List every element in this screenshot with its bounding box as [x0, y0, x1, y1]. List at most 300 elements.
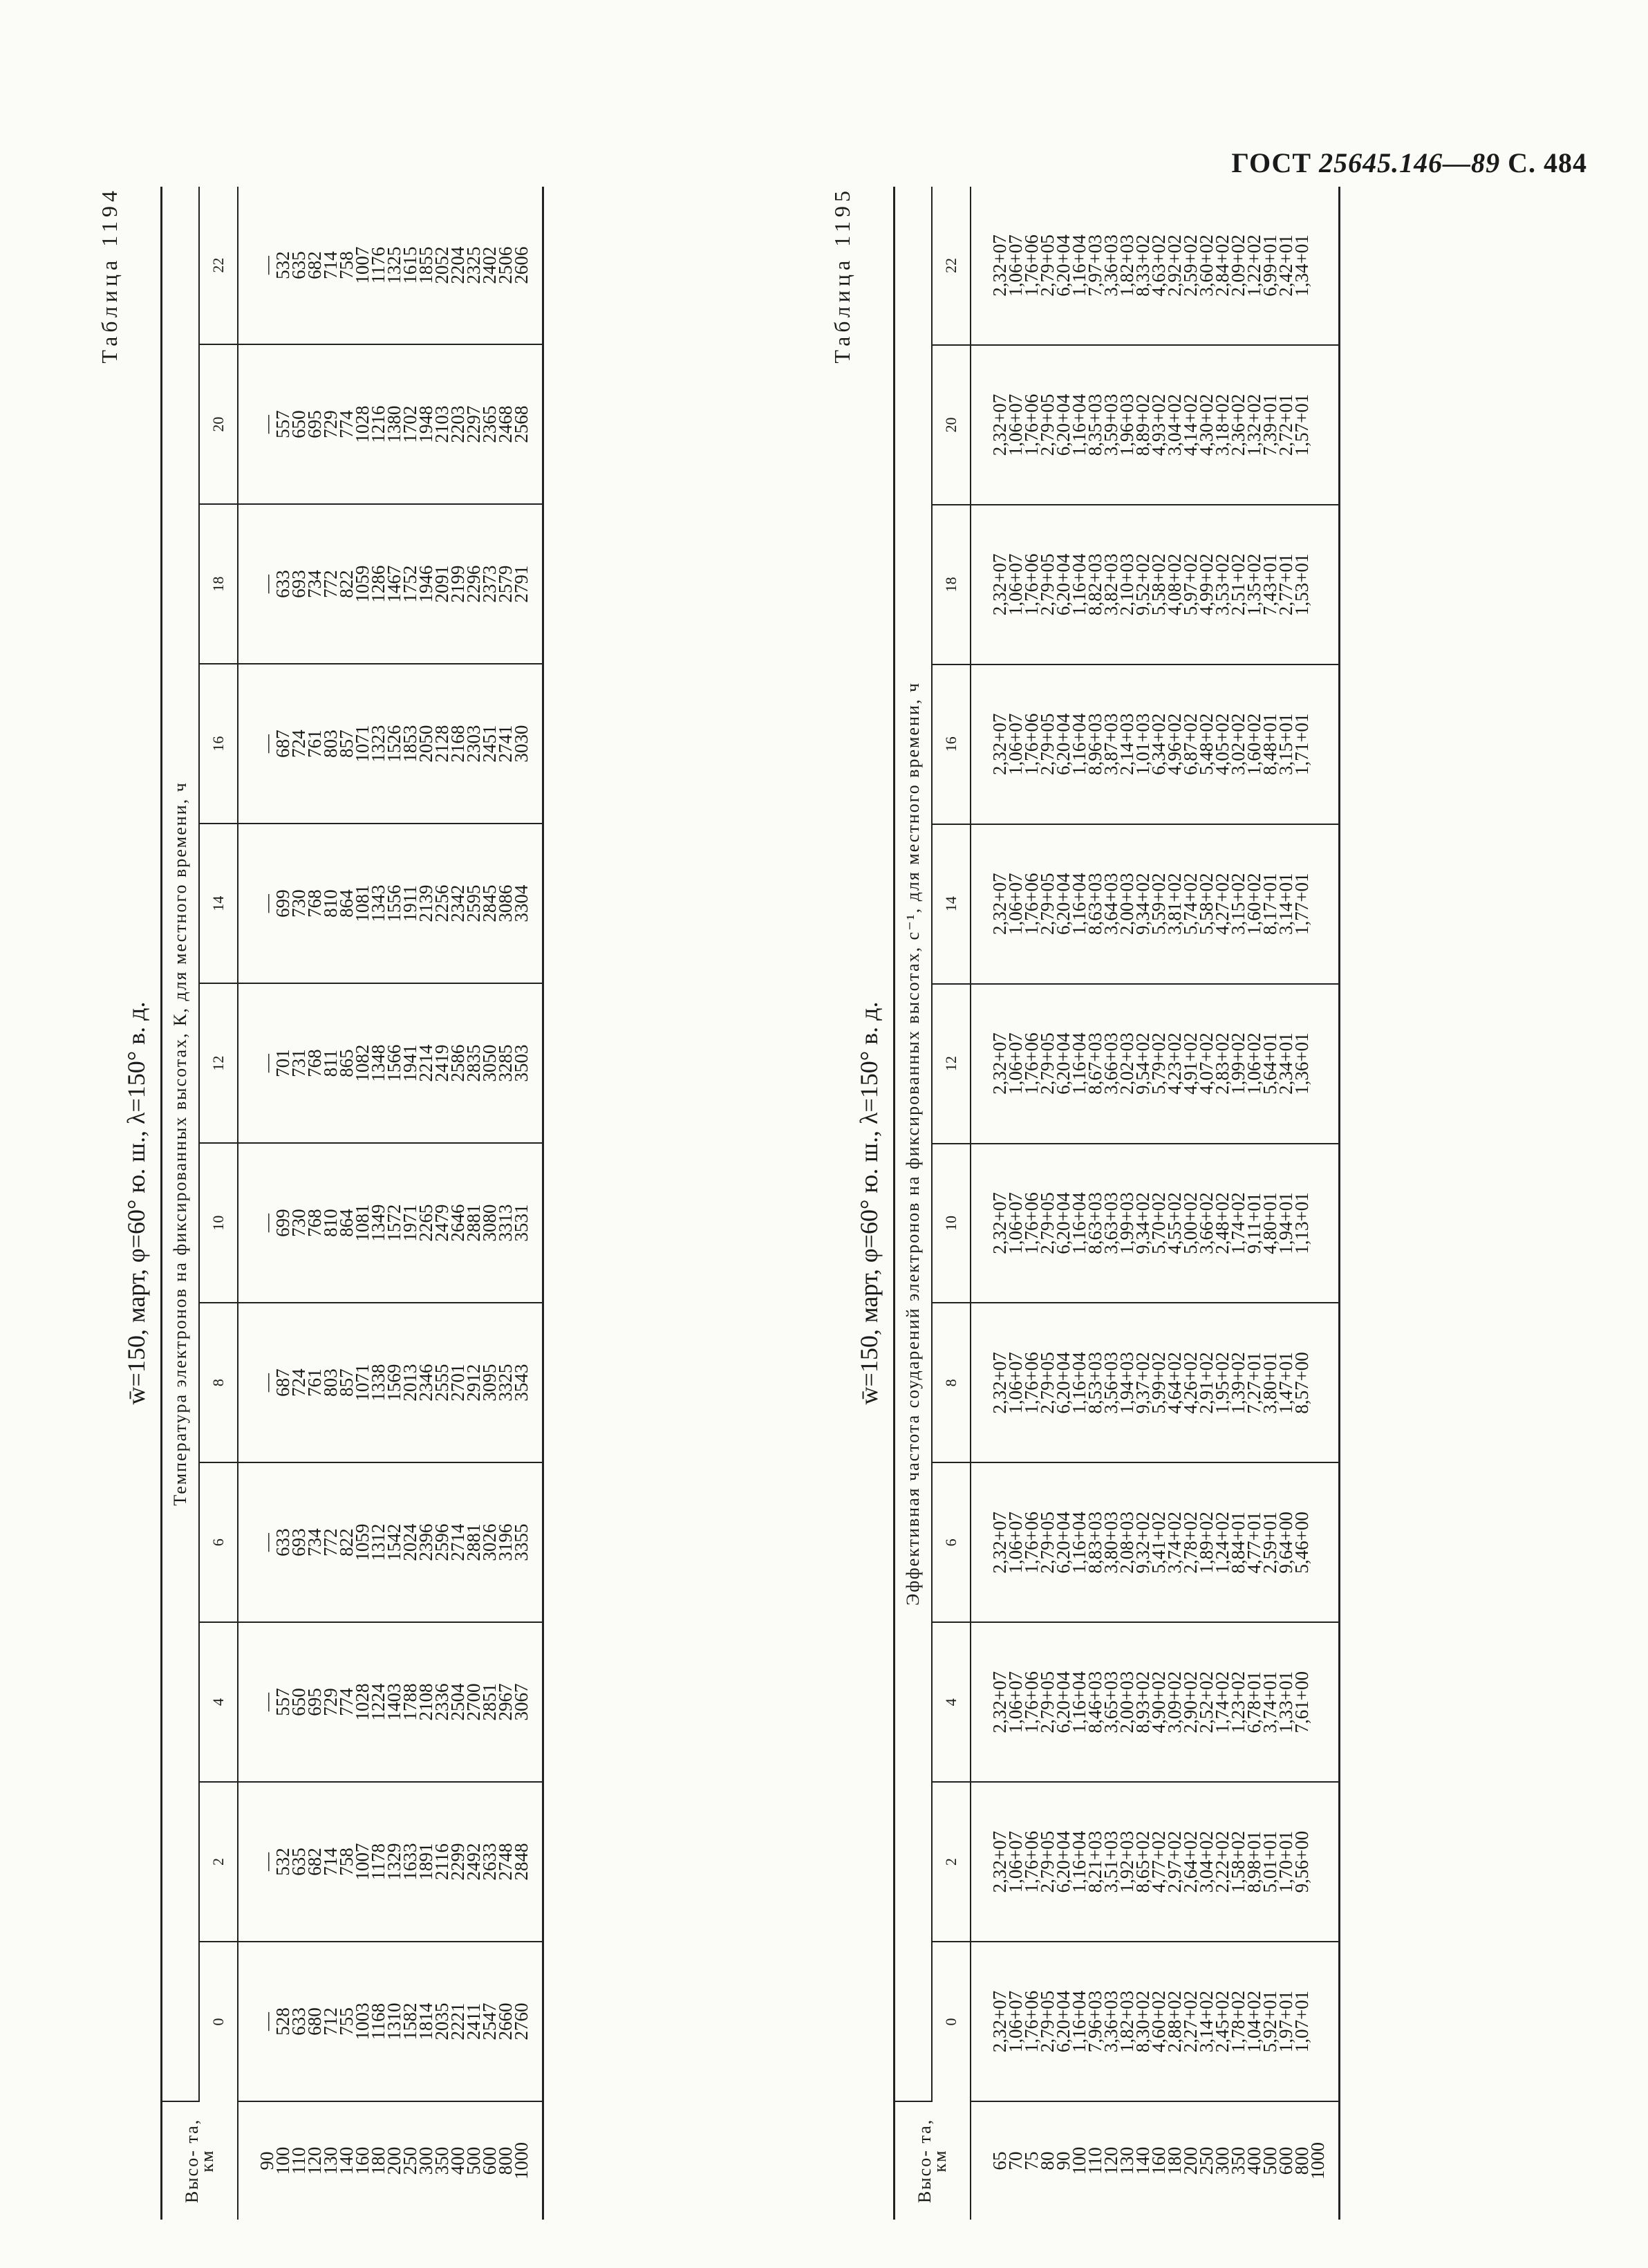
table-cell: 2396	[415, 1523, 436, 1561]
table-cell: 2,34+01	[1275, 1032, 1296, 1095]
table-cell: 4,23+02	[1164, 1032, 1185, 1095]
table-cell: 1569	[384, 1364, 404, 1402]
table-cell: 2373	[479, 565, 500, 603]
table-cell: 1,82+03	[1116, 234, 1137, 297]
table-cell: 3,02+02	[1228, 713, 1248, 776]
table-cell: 734	[304, 1528, 325, 1556]
table-cell: 2881	[463, 1523, 484, 1561]
altitude-value: 400	[447, 2146, 468, 2175]
table-cell: 8,67+03	[1085, 1032, 1105, 1095]
table-cell: 1,06+07	[1005, 393, 1026, 456]
table-cell: 2586	[447, 1044, 468, 1082]
table-cell: 2411	[463, 2003, 484, 2041]
table-cell: 3,09+02	[1164, 1671, 1185, 1733]
table-cell: 3,36+03	[1101, 234, 1121, 297]
altitude-column	[971, 2101, 1340, 2220]
table-cell: 3026	[479, 1523, 500, 1561]
table-cell: 557	[272, 410, 293, 438]
table-cell: 4,91+02	[1180, 1032, 1201, 1095]
table-cell: 1582	[400, 2002, 420, 2041]
table-cell: 2116	[431, 1843, 452, 1881]
table-cell: 864	[336, 889, 357, 918]
table-cell: 758	[336, 1848, 357, 1876]
altitude-value: 110	[1085, 2147, 1105, 2175]
table-cell: 6,34+02	[1148, 713, 1169, 776]
table-cell: 2,14+03	[1116, 713, 1137, 776]
table-cell: 2,79+05	[1037, 1512, 1058, 1574]
table-cell: 2108	[415, 1683, 436, 1721]
table-cell: 3095	[479, 1364, 500, 1402]
altitude-value: 1000	[1307, 2142, 1328, 2179]
table-cell: 3,53+02	[1212, 553, 1233, 616]
hour-header: 12	[199, 983, 238, 1143]
table-cell: 8,93+02	[1132, 1671, 1153, 1733]
table-cell: 8,46+03	[1085, 1671, 1105, 1733]
table-cell: 768	[304, 1209, 325, 1237]
table-cell: 5,70+02	[1148, 1192, 1169, 1254]
hour-header: 22	[932, 187, 971, 345]
table-cell: 3543	[511, 1364, 532, 1402]
table-cell: 1338	[368, 1364, 388, 1402]
table-cell: 768	[304, 1049, 325, 1077]
table-cell: 2091	[431, 565, 452, 603]
table-cell: 1,76+06	[1021, 713, 1042, 776]
table-cell: 4,07+02	[1196, 1032, 1217, 1095]
table-cell: 2,79+05	[1037, 1352, 1058, 1414]
hour-header: 8	[199, 1303, 238, 1462]
table-cell: 1,76+06	[1021, 1032, 1042, 1095]
table-cell: 2013	[400, 1364, 420, 1402]
table-cell: —	[256, 1054, 277, 1073]
altitude-value: 140	[1132, 2146, 1153, 2175]
table-cell: 1,16+04	[1069, 873, 1089, 935]
table-cell: 2,32+07	[989, 1352, 1010, 1414]
table-cell: 4,26+02	[1180, 1352, 1201, 1414]
table-cell: 1,89+02	[1196, 1512, 1217, 1574]
table-cell: 1,35+02	[1244, 553, 1264, 616]
table-cell: 1,76+06	[1021, 393, 1042, 456]
table-cell: 8,65+02	[1132, 1830, 1153, 1893]
table-cell: 8,83+03	[1085, 1512, 1105, 1574]
value-column	[238, 824, 543, 983]
table-cell: 5,99+02	[1148, 1352, 1169, 1414]
table-cell: 1,16+04	[1069, 393, 1089, 456]
table-cell: 1941	[400, 1044, 420, 1082]
table-cell: 3,80+03	[1101, 1512, 1121, 1574]
table-cell: 2203	[447, 405, 468, 443]
table-cell: 3067	[511, 1683, 532, 1721]
value-column	[971, 1622, 1340, 1782]
table-cell: 768	[304, 889, 325, 918]
table-cell: 2660	[495, 2002, 516, 2041]
hour-header: 18	[199, 504, 238, 664]
table-cell: 2,64+02	[1180, 1830, 1201, 1893]
table-cell: 2555	[431, 1364, 452, 1402]
table-cell: 2336	[431, 1683, 452, 1721]
table-cell: 1403	[384, 1683, 404, 1721]
table-cell: 1,06+07	[1005, 873, 1026, 935]
table-cell: 8,48+01	[1260, 713, 1280, 776]
table-1194-panel	[97, 187, 823, 2220]
table-cell: 1948	[415, 405, 436, 443]
table-cell: 1,94+03	[1116, 1352, 1137, 1414]
table-cell: 2,59+02	[1180, 234, 1201, 297]
table-cell: 1,74+02	[1212, 1671, 1233, 1733]
table-cell: 1853	[400, 725, 420, 763]
table-cell: 810	[320, 889, 341, 918]
table-cell: 2419	[431, 1044, 452, 1082]
hour-header: 6	[932, 1462, 971, 1622]
table-cell: 2128	[431, 725, 452, 763]
table-cell: 2139	[415, 884, 436, 922]
table-cell: 2748	[495, 1843, 516, 1881]
table-cell: —	[256, 2012, 277, 2032]
table-cell: 8,82+03	[1085, 553, 1105, 616]
table-cell: 8,98+01	[1244, 1830, 1264, 1893]
table-cell: 2791	[511, 565, 532, 603]
table-cell: —	[256, 1693, 277, 1712]
table-cell: 731	[288, 1049, 309, 1077]
table-cell: 1,04+02	[1244, 1990, 1264, 2053]
table-cell: 1,06+07	[1005, 1032, 1026, 1095]
table-cell: 3355	[511, 1523, 532, 1561]
table-cell: 714	[320, 251, 341, 279]
hour-header: 22	[199, 187, 238, 344]
table-cell: 8,21+03	[1085, 1830, 1105, 1893]
altitude-value: 130	[320, 2146, 341, 2175]
table-cell: 4,08+02	[1164, 553, 1185, 616]
altitude-value: 600	[1275, 2146, 1296, 2175]
hour-header: 2	[932, 1782, 971, 1942]
table-cell: 1,82+03	[1116, 1990, 1137, 2053]
value-column	[238, 1143, 543, 1303]
table-cell: 9,11+01	[1244, 1192, 1264, 1254]
table-cell: 724	[288, 1368, 309, 1397]
table-cell: 8,89+02	[1132, 393, 1153, 456]
altitude-value: 180	[368, 2146, 388, 2175]
table-cell: 1,76+06	[1021, 234, 1042, 297]
table-cell: 2,32+07	[989, 1032, 1010, 1095]
page-header	[1231, 147, 1587, 179]
table-cell: 5,92+01	[1260, 1990, 1280, 2053]
table-cell: —	[256, 575, 277, 594]
table-cell: 9,54+02	[1132, 1032, 1153, 1095]
table-cell: 6,87+02	[1180, 713, 1201, 776]
table-cell: 9,34+02	[1132, 1192, 1153, 1254]
table-cell: 1891	[415, 1843, 436, 1881]
table-cell: 2,79+05	[1037, 1671, 1058, 1733]
table-cell: 714	[320, 1848, 341, 1876]
hour-header: 14	[199, 824, 238, 983]
table-cell: 635	[288, 1848, 309, 1876]
hour-header: 20	[199, 344, 238, 504]
table-cell: 1286	[368, 565, 388, 603]
table-cell: 3,14+01	[1275, 873, 1296, 935]
table-cell: 682	[304, 251, 325, 279]
table-1195-panel	[830, 187, 1555, 2220]
altitude-value: 140	[336, 2146, 357, 2175]
table-cell: 1,36+01	[1291, 1032, 1312, 1095]
table-cell: 633	[288, 2007, 309, 2036]
table-cell: 1,76+06	[1021, 1192, 1042, 1254]
table-cell: 2504	[447, 1683, 468, 1721]
table-cell: 3,80+01	[1260, 1352, 1280, 1414]
table-cell: 1,97+01	[1275, 1990, 1296, 2053]
value-column	[971, 505, 1340, 664]
table-cell: 1,94+01	[1275, 1192, 1296, 1254]
table-cell: 3,51+03	[1101, 1830, 1121, 1893]
table-cell: 2325	[463, 246, 484, 284]
table-cell: 2,36+02	[1228, 393, 1248, 456]
table-cell: 2547	[479, 2002, 500, 2041]
table-cell: 8,17+01	[1260, 873, 1280, 935]
table-label: Таблица 1194	[97, 187, 122, 364]
table-cell: 6,20+04	[1053, 234, 1074, 297]
altitude-value: 500	[463, 2146, 484, 2175]
table-cell: 2851	[479, 1683, 500, 1721]
table-cell: 2,92+02	[1164, 234, 1185, 297]
table-cell: 1814	[415, 2002, 436, 2041]
table-cell: 6,20+04	[1053, 873, 1074, 935]
table-cell: 1310	[384, 2002, 404, 2041]
table-cell: 4,27+02	[1212, 873, 1233, 935]
hour-header: 2	[199, 1782, 238, 1942]
table-cell: 1,76+06	[1021, 1830, 1042, 1893]
table-cell: 3,14+02	[1196, 1990, 1217, 2053]
table-cell: 1,70+01	[1275, 1830, 1296, 1893]
table-cell: 1633	[400, 1843, 420, 1881]
hour-header: 0	[932, 1942, 971, 2101]
table-cell: 2,79+05	[1037, 234, 1058, 297]
table-cell: 5,58+02	[1148, 553, 1169, 616]
table-cell: 4,96+02	[1164, 713, 1185, 776]
table-cell: 1081	[352, 1204, 373, 1242]
table-cell: 1,06+07	[1005, 1192, 1026, 1254]
table-cell: 9,64+00	[1275, 1512, 1296, 1574]
table-cell: 1003	[352, 2002, 373, 2041]
table-cell: 2,51+02	[1228, 553, 1248, 616]
table-cell: 2,79+05	[1037, 1032, 1058, 1095]
table-cell: 2265	[415, 1204, 436, 1242]
table-cell: 2,88+02	[1164, 1990, 1185, 2053]
table-cell: 857	[336, 1368, 357, 1397]
altitude-value: 250	[1196, 2146, 1217, 2175]
hour-header: 12	[932, 984, 971, 1144]
table-cell: 1348	[368, 1044, 388, 1082]
hour-header: 14	[932, 824, 971, 984]
table-cell: 5,74+02	[1180, 873, 1201, 935]
table-cell: 730	[288, 889, 309, 918]
table-cell: 3325	[495, 1364, 516, 1402]
table-cell: 1,01+03	[1132, 713, 1153, 776]
table-cell: 1176	[368, 247, 388, 284]
value-column	[971, 345, 1340, 505]
table-cell: 865	[336, 1049, 357, 1077]
table-cell: 2845	[479, 884, 500, 922]
value-column	[971, 1942, 1340, 2101]
table-cell: 5,97+02	[1180, 553, 1201, 616]
table-cell: 2,32+07	[989, 713, 1010, 776]
table-cell: 4,05+02	[1212, 713, 1233, 776]
table-caption: Температура электронов на фиксированных высотах, К, для местного времени, ч	[162, 187, 200, 2101]
table-cell: 2,32+07	[989, 553, 1010, 616]
value-column	[238, 1462, 543, 1622]
table-cell: 712	[320, 2007, 341, 2036]
table-cell: 6,20+04	[1053, 1192, 1074, 1254]
table-cell: 687	[272, 729, 293, 758]
gost-number: 25645.146—89	[1319, 147, 1501, 178]
table-cell: 811	[320, 1049, 341, 1077]
altitude-value: 160	[1148, 2146, 1169, 2175]
table-cell: 633	[272, 570, 293, 598]
table-cell: 3086	[495, 884, 516, 922]
table-cell: 1855	[415, 246, 436, 284]
table-cell: 1,76+06	[1021, 873, 1042, 935]
table-cell: 755	[336, 2007, 357, 2036]
table-cell: 2492	[463, 1843, 484, 1881]
table-cell: 3,64+03	[1101, 873, 1121, 935]
table-cell: 803	[320, 1368, 341, 1397]
table-cell: 1323	[368, 725, 388, 763]
table-cell: 693	[288, 1528, 309, 1556]
table-cell: 1,06+02	[1244, 1032, 1264, 1095]
table-cell: 1,76+06	[1021, 1352, 1042, 1414]
table-cell: 2760	[511, 2002, 532, 2041]
table-cell: 695	[304, 410, 325, 438]
table-cell: 1,06+07	[1005, 234, 1026, 297]
value-column	[238, 504, 543, 664]
value-column	[238, 344, 543, 504]
table-cell: —	[256, 1533, 277, 1552]
hour-header: 18	[932, 505, 971, 664]
table-cell: 803	[320, 729, 341, 758]
table-cell: 2646	[447, 1204, 468, 1242]
table-cell: 1,53+01	[1291, 553, 1312, 616]
table-cell: 633	[272, 1528, 293, 1556]
table-cell: 1,16+04	[1069, 1671, 1089, 1733]
table-cell: 1,16+04	[1069, 553, 1089, 616]
table-cell: 3196	[495, 1523, 516, 1561]
table-cell: 1,78+02	[1228, 1990, 1248, 2053]
table-label: Таблица 1195	[830, 187, 854, 364]
table-cell: 1,13+01	[1291, 1192, 1312, 1254]
table-cell: 5,00+02	[1180, 1192, 1201, 1254]
table-cell: 3,63+03	[1101, 1192, 1121, 1254]
table-cell: 701	[272, 1049, 293, 1077]
table-cell: 3,15+02	[1228, 873, 1248, 935]
table-title: w̄=150, март, φ=60° ю. ш., λ=150° в. д.	[122, 1001, 150, 1405]
table-cell: 6,20+04	[1053, 1830, 1074, 1893]
table-cell: 2296	[463, 565, 484, 603]
table-cell: 8,63+03	[1085, 873, 1105, 935]
table-cell: 7,61+00	[1291, 1671, 1312, 1733]
table-cell: —	[256, 415, 277, 434]
table-cell: 2633	[479, 1843, 500, 1881]
table-cell: 4,64+02	[1164, 1352, 1185, 1414]
table-cell: 3,15+01	[1275, 713, 1296, 776]
table-cell: 1,77+01	[1291, 873, 1312, 935]
table-cell: 1071	[352, 725, 373, 763]
gost-label: ГОСТ	[1231, 147, 1312, 178]
table-cell: 2701	[447, 1364, 468, 1402]
table-cell: 1059	[352, 1523, 373, 1561]
table-cell: 1,06+07	[1005, 553, 1026, 616]
value-column	[238, 1622, 543, 1782]
altitude-value: 180	[1164, 2146, 1185, 2175]
altitude-value: 80	[1037, 2151, 1058, 2171]
table-cell: 3,04+02	[1196, 1830, 1217, 1893]
table-cell: 1,16+04	[1069, 1032, 1089, 1095]
table-cell: —	[256, 1852, 277, 1872]
table-cell: 2714	[447, 1523, 468, 1561]
table-cell: 5,48+02	[1196, 713, 1217, 776]
table-cell: 1082	[352, 1044, 373, 1082]
table-cell: 3,81+02	[1164, 873, 1185, 935]
table-cell: 2256	[431, 884, 452, 922]
altitude-value: 90	[256, 2151, 277, 2171]
table-cell: 729	[320, 1688, 341, 1716]
table-cell: 1028	[352, 405, 373, 443]
altitude-value: 70	[1005, 2151, 1026, 2171]
table-cell: 8,57+00	[1291, 1352, 1312, 1414]
table-cell: 1,96+03	[1116, 393, 1137, 456]
table-cell: 774	[336, 410, 357, 438]
table-cell: 1312	[368, 1523, 388, 1561]
table-cell: 8,30+02	[1132, 1990, 1153, 2053]
table-cell: 6,20+04	[1053, 1032, 1074, 1095]
table-cell: 1788	[400, 1683, 420, 1721]
table-cell: 2,83+02	[1212, 1032, 1233, 1095]
table-cell: 6,20+04	[1053, 1512, 1074, 1574]
table-cell: 1,06+07	[1005, 713, 1026, 776]
table-cell: 1,76+06	[1021, 1512, 1042, 1574]
table-cell: 1007	[352, 1843, 373, 1881]
table-cell: 6,78+01	[1244, 1671, 1264, 1733]
value-column	[238, 1782, 543, 1942]
table-cell: 6,20+04	[1053, 713, 1074, 776]
table-cell: 2103	[431, 405, 452, 443]
table-cell: 2,90+02	[1180, 1671, 1201, 1733]
table-cell: 682	[304, 1848, 325, 1876]
table-cell: 9,56+00	[1291, 1830, 1312, 1893]
table-cell: 5,79+02	[1148, 1032, 1169, 1095]
table-cell: —	[256, 734, 277, 754]
table-caption: Эффективная частота соударений электронов на фиксированных высотах, с⁻¹, для местного времени, ч	[895, 187, 933, 2101]
value-column	[238, 1942, 543, 2101]
table-cell: 2303	[463, 725, 484, 763]
table-cell: 1,92+03	[1116, 1830, 1137, 1893]
altitude-value: 90	[1053, 2151, 1074, 2171]
table-cell: 1,06+07	[1005, 1352, 1026, 1414]
altitude-value: 300	[1212, 2146, 1233, 2175]
table-cell: 2221	[447, 2002, 468, 2041]
table-cell: 4,14+02	[1180, 393, 1201, 456]
table-cell: 772	[320, 570, 341, 598]
table-cell: 2,27+02	[1180, 1990, 1201, 2053]
table-cell: 2,72+01	[1275, 393, 1296, 456]
table-cell: 1,07+01	[1291, 1990, 1312, 2053]
table-cell: 528	[272, 2007, 293, 2036]
table-cell: 1542	[384, 1523, 404, 1561]
table-cell: 1946	[415, 565, 436, 603]
altitude-value: 200	[384, 2146, 404, 2175]
value-column	[971, 1782, 1340, 1942]
table-cell: 730	[288, 1209, 309, 1237]
value-column	[971, 1303, 1340, 1462]
table-cell: 3531	[511, 1204, 532, 1242]
table-cell: 2912	[463, 1364, 484, 1402]
table-cell: 8,84+01	[1228, 1512, 1248, 1574]
